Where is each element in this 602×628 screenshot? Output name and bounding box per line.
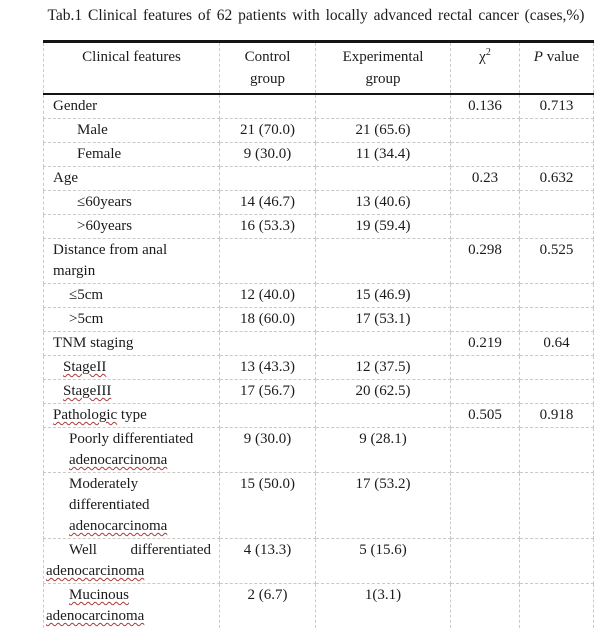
feature-line — [44, 261, 219, 282]
row-distance-gt-5cm — [44, 308, 594, 332]
p-value-cell — [520, 428, 594, 473]
chi-square-cell — [451, 584, 520, 628]
p-value-cell — [520, 308, 594, 332]
word: differentiated — [69, 497, 150, 513]
control-group-cell — [220, 239, 316, 284]
p-value-cell — [520, 284, 594, 308]
feature-line — [44, 516, 219, 537]
header-row — [44, 42, 594, 95]
misspelled-word: adenocarcinoma — [46, 563, 145, 579]
feature-line — [44, 120, 219, 141]
p-value-cell — [520, 473, 594, 539]
row-stage-iii — [44, 380, 594, 404]
header-line: group — [250, 71, 285, 87]
feature-cell — [44, 332, 220, 356]
row-age-le-60 — [44, 191, 594, 215]
control-group-cell — [220, 167, 316, 191]
p-value-cell — [520, 119, 594, 143]
experimental-group-cell — [316, 94, 451, 119]
word: Well — [69, 542, 97, 558]
feature-cell — [44, 239, 220, 284]
feature-cell — [44, 143, 220, 167]
feature-line — [44, 381, 219, 402]
control-group-cell: 4 (13.3) — [220, 539, 316, 584]
chi-exponent: 2 — [485, 47, 491, 58]
feature-cell — [44, 94, 220, 119]
chi-square-cell — [451, 119, 520, 143]
word: TNM staging — [53, 335, 134, 351]
control-group-cell: 9 (30.0) — [220, 428, 316, 473]
experimental-group-cell: 12 (37.5) — [316, 356, 451, 380]
feature-line — [44, 192, 219, 213]
row-male — [44, 119, 594, 143]
row-stage-ii — [44, 356, 594, 380]
p-value-cell — [520, 143, 594, 167]
row-mucinous-adenocarcinoma — [44, 584, 594, 628]
chi-square-cell — [451, 215, 520, 239]
feature-line — [44, 216, 219, 237]
p-value-cell — [520, 215, 594, 239]
p-value-cell — [520, 356, 594, 380]
experimental-group-cell: 20 (62.5) — [316, 380, 451, 404]
feature-cell — [44, 308, 220, 332]
control-group-cell: 12 (40.0) — [220, 284, 316, 308]
table-caption: Tab.1 Clinical features of 62 patients with locally advanced rectal cancer (cases,%) — [47, 7, 585, 24]
feature-line — [44, 333, 219, 354]
p-value-cell — [520, 539, 594, 584]
chi-square-cell — [451, 191, 520, 215]
word: Distance from anal — [53, 242, 168, 258]
word: ≤60years — [77, 194, 132, 210]
word: Male — [77, 122, 108, 138]
feature-line — [44, 429, 219, 450]
feature-cell — [44, 428, 220, 473]
feature-line — [44, 561, 219, 582]
table-body — [44, 94, 594, 628]
feature-cell — [44, 284, 220, 308]
control-group-cell: 16 (53.3) — [220, 215, 316, 239]
misspelled-word: StageII — [63, 359, 107, 375]
feature-line — [44, 606, 219, 627]
chi-square-cell — [451, 308, 520, 332]
feature-cell — [44, 167, 220, 191]
word: differentiated — [130, 542, 211, 558]
chi-square-cell: 0.298 — [451, 239, 520, 284]
feature-cell — [44, 404, 220, 428]
feature-line — [44, 405, 219, 426]
feature-cell — [44, 191, 220, 215]
row-moderately-differentiated-adenocarcinoma — [44, 473, 594, 539]
row-pathologic-type — [44, 404, 594, 428]
control-group-cell — [220, 404, 316, 428]
p-value-cell: 0.713 — [520, 94, 594, 119]
header-line: Experimental — [342, 49, 424, 65]
feature-line — [44, 495, 219, 516]
header-clinical-features: Clinical features — [44, 42, 220, 95]
control-group-cell: 9 (30.0) — [220, 143, 316, 167]
experimental-group-cell: 19 (59.4) — [316, 215, 451, 239]
header-experimental-group — [316, 42, 451, 95]
header-line: group — [365, 71, 401, 87]
chi-square-cell — [451, 143, 520, 167]
row-distance-le-5cm — [44, 284, 594, 308]
misspelled-word: adenocarcinoma — [46, 608, 145, 624]
row-well-differentiated-adenocarcinoma — [44, 539, 594, 584]
header-line: Control — [244, 49, 291, 65]
p-value-cell — [520, 191, 594, 215]
feature-line — [44, 474, 219, 495]
p-value-cell: 0.525 — [520, 239, 594, 284]
row-age — [44, 167, 594, 191]
row-distance-from-anal-margin — [44, 239, 594, 284]
experimental-group-cell: 17 (53.2) — [316, 473, 451, 539]
p-value-cell: 0.918 — [520, 404, 594, 428]
experimental-group-cell — [316, 332, 451, 356]
experimental-group-cell: 11 (34.4) — [316, 143, 451, 167]
header-chi-square — [451, 42, 520, 95]
word: Moderately — [69, 476, 139, 492]
feature-line — [44, 240, 219, 261]
feature-cell — [44, 215, 220, 239]
chi-symbol: χ — [479, 49, 486, 65]
row-poorly-differentiated-adenocarcinoma — [44, 428, 594, 473]
experimental-group-cell: 21 (65.6) — [316, 119, 451, 143]
feature-line — [44, 540, 219, 561]
row-female — [44, 143, 594, 167]
chi-square-cell — [451, 428, 520, 473]
chi-square-cell: 0.219 — [451, 332, 520, 356]
experimental-group-cell: 1(3.1) — [316, 584, 451, 628]
misspelled-word: adenocarcinoma — [69, 452, 168, 468]
feature-line — [44, 144, 219, 165]
chi-square-cell: 0.136 — [451, 94, 520, 119]
feature-cell — [44, 119, 220, 143]
row-tnm-staging — [44, 332, 594, 356]
feature-cell — [44, 356, 220, 380]
header-p-value — [520, 42, 594, 95]
feature-line — [44, 357, 219, 378]
word: >5cm — [69, 311, 104, 327]
p-symbol: P — [533, 49, 543, 65]
p-value-cell: 0.64 — [520, 332, 594, 356]
misspelled-word: StageIII — [63, 383, 112, 399]
word: Poorly differentiated — [69, 431, 194, 447]
chi-square-cell — [451, 356, 520, 380]
misspelled-word: Pathologic — [53, 407, 118, 423]
experimental-group-cell — [316, 167, 451, 191]
p-value-cell — [520, 584, 594, 628]
word: Age — [53, 170, 78, 186]
experimental-group-cell: 17 (53.1) — [316, 308, 451, 332]
experimental-group-cell — [316, 239, 451, 284]
experimental-group-cell: 9 (28.1) — [316, 428, 451, 473]
word: ≤5cm — [69, 287, 104, 303]
row-gender — [44, 94, 594, 119]
chi-square-cell — [451, 284, 520, 308]
feature-line — [44, 168, 219, 189]
chi-square-cell: 0.505 — [451, 404, 520, 428]
feature-cell — [44, 473, 220, 539]
control-group-cell — [220, 332, 316, 356]
chi-square-cell — [451, 473, 520, 539]
chi-square-cell — [451, 539, 520, 584]
control-group-cell: 15 (50.0) — [220, 473, 316, 539]
feature-cell — [44, 539, 220, 584]
row-age-gt-60 — [44, 215, 594, 239]
header-control-group — [220, 42, 316, 95]
control-group-cell: 21 (70.0) — [220, 119, 316, 143]
feature-line — [44, 96, 219, 117]
feature-line — [44, 450, 219, 471]
p-value-cell — [520, 380, 594, 404]
experimental-group-cell: 15 (46.9) — [316, 284, 451, 308]
feature-cell — [44, 380, 220, 404]
feature-line — [44, 309, 219, 330]
word: type — [117, 407, 147, 423]
experimental-group-cell: 13 (40.6) — [316, 191, 451, 215]
table-header — [44, 42, 594, 95]
p-value-label: value — [542, 49, 580, 65]
control-group-cell: 13 (43.3) — [220, 356, 316, 380]
feature-line — [44, 285, 219, 306]
chi-square-cell — [451, 380, 520, 404]
experimental-group-cell — [316, 404, 451, 428]
word: margin — [53, 263, 96, 279]
misspelled-word: Mucinous — [69, 587, 129, 603]
misspelled-word: adenocarcinoma — [69, 518, 168, 534]
feature-cell — [44, 584, 220, 628]
word: >60years — [77, 218, 133, 234]
control-group-cell: 17 (56.7) — [220, 380, 316, 404]
chi-square-cell: 0.23 — [451, 167, 520, 191]
p-value-cell: 0.632 — [520, 167, 594, 191]
word: Female — [77, 146, 122, 162]
word: Gender — [53, 98, 98, 114]
control-group-cell: 2 (6.7) — [220, 584, 316, 628]
clinical-features-table — [43, 40, 594, 628]
feature-line — [44, 585, 219, 606]
experimental-group-cell: 5 (15.6) — [316, 539, 451, 584]
control-group-cell — [220, 94, 316, 119]
control-group-cell: 18 (60.0) — [220, 308, 316, 332]
control-group-cell: 14 (46.7) — [220, 191, 316, 215]
